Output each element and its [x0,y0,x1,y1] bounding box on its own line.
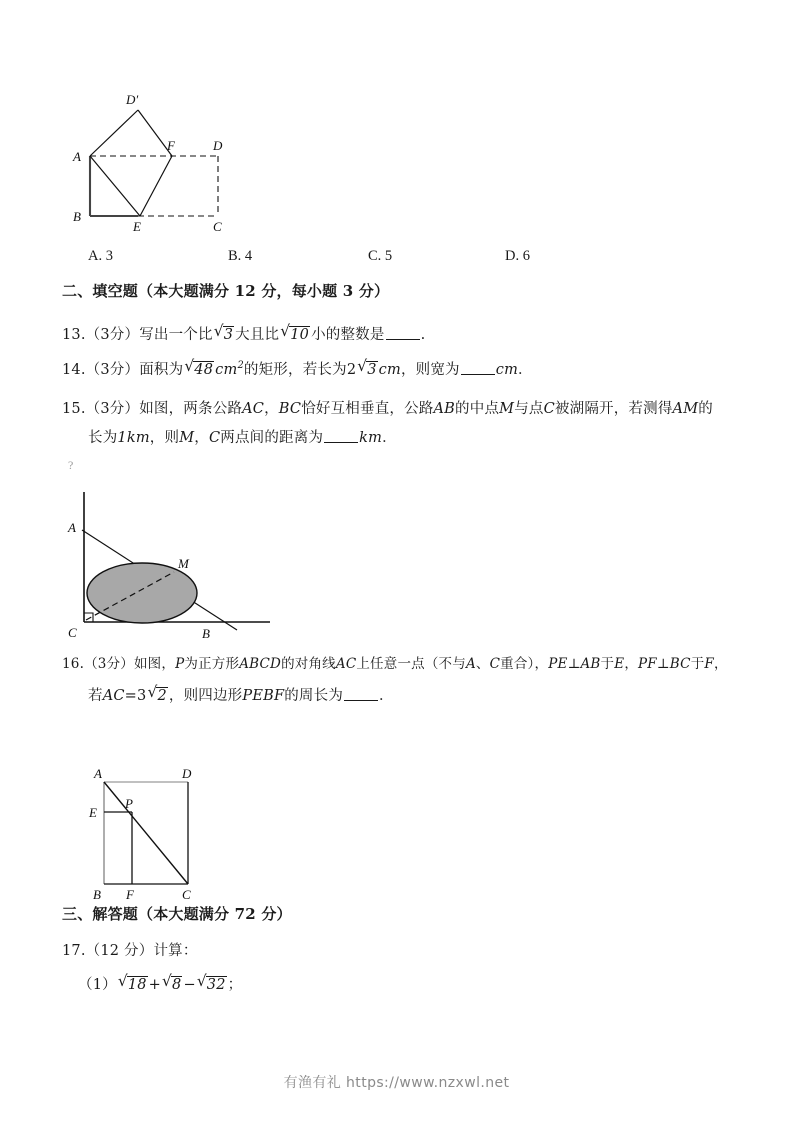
figure-lake-triangle [62,480,302,640]
q15-text-e: 与点 [514,401,544,417]
q13-text-d: . [420,327,426,343]
q16-marks: （3分） [84,656,134,672]
figure1-label-E: E [133,219,141,234]
q17-marks: （12 分） [85,943,154,959]
q14-number: 14. [62,361,86,378]
figure1-label-Dprime: D′ [126,92,139,107]
q14-text-b: 的矩形，若长为 [243,361,347,378]
q15-length-1km: 1km [117,430,150,446]
q16-l2-a: 若 [88,688,103,704]
figure1-label-C: C [213,219,222,234]
q16-label-pebf: PEBF [242,688,285,704]
q16-label-c: C [489,656,501,672]
q16-l1-h: ， [624,656,639,672]
q16-label-bc: BC [669,656,691,672]
q16-l1-g: 于 [600,656,615,672]
footer-watermark: 有渔有礼 https://www.nzxwl.net [283,1075,510,1091]
q16-label-f: F [704,656,714,672]
radical-sign-icon: √ [147,683,158,702]
question-13 [62,322,426,347]
q16-number: 16. [62,656,85,672]
q13-marks: （3分） [85,327,140,343]
option-b[interactable] [228,248,252,265]
figure3-label-D: D [182,766,192,781]
q17-radical-32: √ 32 [196,972,226,993]
radical-sign-icon: √ [280,322,291,341]
q15-l2-text-d: 两点间的距离为 [220,430,324,446]
q15-unit-km: km [359,430,383,446]
q14-coefficient: 2 [346,361,357,378]
q15-label-bc: BC [278,401,302,417]
radical-sign-icon: √ [357,357,368,376]
section-3-heading: 三、解答题（本大题满分 72 分） [62,905,292,923]
q16-label-ab: AB [580,656,601,672]
figure2-label-C: C [68,625,77,640]
q16-l1-b: 为正方形 [184,656,240,672]
option-a-value: 3 [105,248,113,264]
q17-operator-minus: − [183,977,196,993]
figure1-label-D: D [213,138,223,153]
q13-answer-blank[interactable] [386,325,420,340]
option-d[interactable] [505,248,530,265]
q15-text-f: 被湖隔开，若测得 [554,401,673,417]
figure1-label-A: A [73,149,81,164]
perpendicular-icon-2: ⊥ [656,656,670,672]
q16-l2-eq: =3 [124,688,147,704]
figure3-label-A: A [94,766,102,781]
q15-l2-comma: ， [194,430,209,446]
q17-text: 计算： [153,943,198,959]
q14-unit-a: cm [215,361,238,378]
q16-answer-blank[interactable] [344,686,378,701]
q15-label-ab: AB [433,401,456,417]
q17-number: 17. [62,943,86,959]
q16-label-abcd: ABCD [239,656,282,672]
option-d-value: 6 [522,248,530,264]
q15-text-g: 的 [698,401,713,417]
q16-label-pe: PE [548,656,568,672]
q16-label-ac: AC [335,656,357,672]
option-a[interactable] [88,248,113,265]
q16-l1-i: 于 [690,656,705,672]
figure3-label-F: F [126,887,134,902]
figure2-label-B: B [202,626,210,641]
q15-text-a: 如图，两条公路 [139,401,243,417]
q14-marks: （3分） [85,361,140,378]
q15-label-ac: AC [242,401,265,417]
q15-number: 15. [62,401,86,417]
q16-l1-f: 重合）， [500,656,549,672]
q16-radical-2: √ 2 [147,683,167,704]
q14-text-a: 面积为 [139,361,184,378]
q16-l2-c: 的周长为 [284,688,344,704]
question-14 [62,359,533,382]
q16-label-a: A [465,656,476,672]
q15-comma-1: ， [264,401,279,417]
question-17 [62,941,198,963]
q15-l2-label-c: C [208,430,221,446]
q14-radical-48: √ 48 [184,357,214,378]
q16-l2-label-ac: AC [102,688,125,704]
figure-square-abcd [70,760,230,905]
option-c-value: 5 [384,248,393,264]
radical-sign-icon: √ [162,972,173,991]
q16-label-e: E [614,656,625,672]
q15-l2-text-b: ，则 [149,430,180,446]
q13-text-b: 大且比 [235,327,280,343]
q16-l2-d: ． [379,688,394,704]
q16-l2-b: ，则四边形 [168,688,243,704]
q14-radical-3: √ 3 [357,357,377,378]
figure3-label-C: C [182,887,191,902]
q15-marks: （3分） [85,401,140,417]
q15-label-c: C [543,401,555,417]
q13-radical-10: √ 10 [280,322,310,343]
figure3-label-P: P [125,796,133,811]
q14-unit-exponent: 2 [237,360,244,371]
q15-l2-text-e: ． [382,430,397,446]
question-16-line-2 [88,683,394,708]
q15-label-am: AM [672,401,699,417]
figure3-label-B: B [93,887,101,902]
option-b-value: 4 [244,248,253,264]
figure2-label-A: A [68,520,76,535]
option-b-key: B. [228,248,242,264]
q14-unit-b: cm [378,361,401,378]
radical-sign-icon: √ [184,357,195,376]
option-c-key: C. [368,248,382,264]
q15-text-c: 恰好互相垂直，公路 [301,401,434,417]
q17-radical-18: √ 18 [117,972,147,993]
figure2-label-M: M [178,556,189,571]
q16-l1-j: ， [713,656,728,672]
option-c[interactable] [368,248,392,265]
figure1-label-B: B [73,209,81,224]
radical-sign-icon: √ [117,972,128,991]
option-d-key: D. [505,248,520,264]
radical-sign-icon: √ [213,322,224,341]
lake-ellipse [87,563,197,623]
q17-sub1-label: （1） [78,977,117,993]
figure-folded-square [60,88,260,238]
q16-l1-e: 、 [475,656,490,672]
q16-l1-a: 如图， [133,656,176,672]
q15-answer-blank[interactable] [324,428,358,443]
q14-answer-blank[interactable] [461,360,495,375]
q16-l1-c: 的对角线 [281,656,336,672]
q15-text-d: 的中点 [455,401,500,417]
q16-label-p: P [175,656,185,672]
radical-sign-icon: √ [196,972,207,991]
q15-l2-label-m: M [179,430,195,446]
figure3-label-E: E [89,805,97,820]
q17-operator-plus: + [148,977,162,993]
q14-text-d: ． [518,361,533,378]
q15-label-m: M [499,401,515,417]
q13-radical-3: √ 3 [213,322,234,343]
question-17-sub-1 [78,972,243,997]
q16-l1-d: 上任意一点（不与 [356,656,466,672]
perpendicular-icon: ⊥ [567,656,581,672]
q13-text-a: 写出一个比 [139,327,213,343]
q13-number: 13. [62,327,86,343]
q14-text-c: ，则宽为 [400,361,460,378]
q15-l2-text-a: 长为 [88,430,118,446]
question-16-line-1 [62,654,728,674]
stray-question-mark: ? [68,458,74,472]
question-15-line-1 [62,399,713,421]
option-a-key: A. [88,248,103,264]
q16-label-pf: PF [638,656,657,672]
q17-radical-8: √ 8 [162,972,182,993]
q14-unit-c: cm [495,361,519,378]
q17-sub1-end: ； [227,977,243,993]
q13-text-c: 小的整数是 [311,327,385,343]
section-2-heading: 二、填空题（本大题满分 12 分，每小题 3 分） [62,282,390,300]
question-15-line-2 [88,428,397,450]
figure1-label-F: F [167,138,175,153]
